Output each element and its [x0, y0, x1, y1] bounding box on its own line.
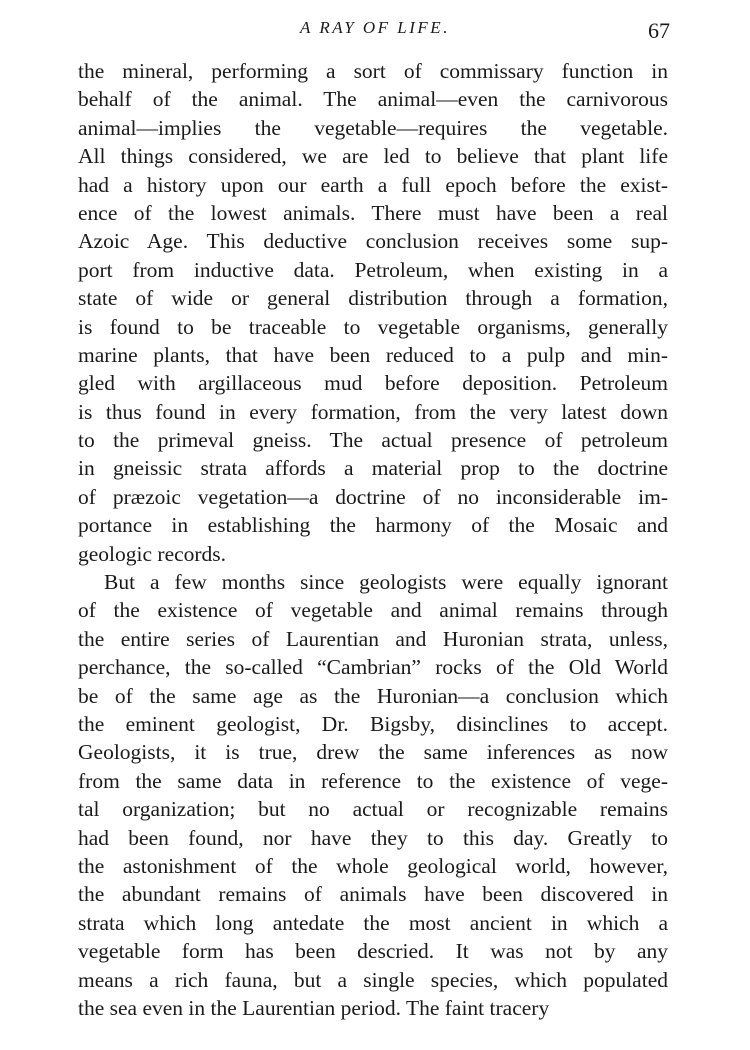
text-line: state of wide or general distribution through a formation, [78, 286, 668, 311]
text-line: be of the same age as the Huronian—a conclusion which [78, 683, 668, 708]
text-line: geologic records. [78, 541, 227, 566]
text-line: the eminent geologist, Dr. Bigsby, disinclines to accept. [78, 711, 668, 736]
running-head [80, 18, 670, 48]
text-line: of the existence of vegetable and animal remains through [78, 598, 668, 623]
text-line: the entire series of Laurentian and Huronian strata, unless, [78, 626, 668, 651]
text-line: ence of the lowest animals. There must have been a real [78, 200, 668, 225]
text-line: gled with argillaceous mud before deposition. Petroleum [78, 371, 668, 396]
text-line: had a history upon our earth a full epoch before the exist- [78, 172, 668, 197]
text-line: is thus found in every formation, from the very latest down [78, 399, 668, 424]
text-line: to the primeval gneiss. The actual presence of petroleum [78, 428, 668, 453]
running-title: A RAY OF LIFE. [300, 18, 450, 37]
text-line: behalf of the animal. The animal—even the carnivorous [78, 87, 668, 112]
text-line: in gneissic strata affords a material prop to the doctrine [78, 456, 668, 481]
text-line: portance in establishing the harmony of the Mosaic and [78, 513, 668, 538]
paragraph [78, 568, 668, 1022]
text-line: the abundant remains of animals have been discovered in [78, 882, 668, 907]
text-line: means a rich fauna, but a single species, which populated [78, 967, 668, 992]
body-text [78, 57, 668, 1022]
text-line: All things considered, we are led to believe that plant life [78, 144, 668, 169]
text-line: perchance, the so-called “Cambrian” rocks of the Old World [78, 655, 668, 680]
page-number: 67 [648, 18, 670, 43]
text-line: tal organization; but no actual or recognizable remains [78, 797, 668, 822]
text-line: Azoic Age. This deductive conclusion receives some sup- [78, 229, 668, 254]
text-line: strata which long antedate the most ancient in which a [78, 910, 668, 935]
text-line: vegetable form has been descried. It was not by any [78, 939, 668, 964]
text-line: from the same data in reference to the existence of vege- [78, 768, 668, 793]
paragraph [78, 57, 668, 568]
text-line: is found to be traceable to vegetable organisms, generally [78, 314, 668, 339]
text-line: But a few months since geologists were equally ignorant [104, 570, 668, 595]
text-line: marine plants, that have been reduced to a pulp and min- [78, 342, 668, 367]
text-line: of præzoic vegetation—a doctrine of no inconsiderable im- [78, 484, 668, 509]
text-line: Geologists, it is true, drew the same inferences as now [78, 740, 668, 765]
text-line: port from inductive data. Petroleum, when existing in a [78, 257, 668, 282]
text-line: the sea even in the Laurentian period. The faint tracery [78, 995, 550, 1020]
text-line: animal—implies the vegetable—requires the vegetable. [78, 115, 668, 140]
text-line: the astonishment of the whole geological world, however, [78, 853, 668, 878]
text-line: had been found, nor have they to this day. Greatly to [78, 825, 668, 850]
text-line: the mineral, performing a sort of commissary function in [78, 59, 668, 83]
